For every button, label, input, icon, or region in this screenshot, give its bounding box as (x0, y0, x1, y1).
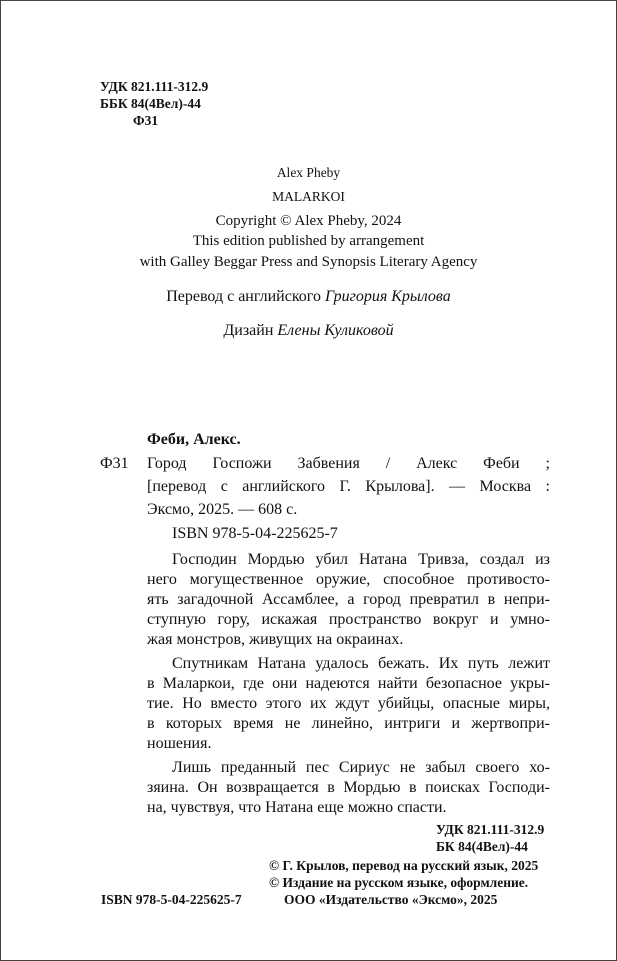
translation-credit (0, 288, 617, 306)
annotation-line: жая монстров, живущих на окраинах. (147, 631, 404, 648)
translation-prefix: Перевод с английского (166, 288, 325, 305)
annotation-line: него могущественное оружие, способное противосто- (147, 571, 550, 588)
author-mark: Ф31 (133, 113, 159, 128)
copyright-edition: © Издание на русском языке, оформление. (269, 875, 529, 890)
annotation-line: на, чувствуя, что Натана еще можно спасти. (147, 799, 447, 816)
annotation-line: Господин Мордью убил Натана Тривза, создал из (172, 551, 550, 568)
annotation-line: ступную гору, искажая пространство вокруг и умно- (147, 611, 550, 628)
bibliographic-mark: Ф31 (100, 455, 129, 472)
footer-isbn: ISBN 978-5-04-225625-7 (101, 892, 242, 907)
annotation-line: зяина. Он возвращается в Мордью в поисках Господи- (147, 779, 550, 796)
edition-line-2: with Galley Beggar Press and Synopsis Literary Agency (139, 254, 478, 270)
annotation-line: в которых время не линейно, интриги и жертвопри- (147, 715, 550, 732)
footer-udk: УДК 821.111-312.9 (436, 822, 545, 837)
design-prefix: Дизайн (223, 322, 278, 339)
copyright-translation: © Г. Крылов, перевод на русский язык, 2025 (269, 858, 539, 873)
annotation-line: ять загадочной Ассамблее, а город превратил в непри- (147, 591, 550, 608)
original-author: Alex Pheby (276, 165, 341, 180)
annotation-line: ношения. (147, 735, 212, 752)
design-credit (0, 322, 617, 340)
translator-name: Григория Крылова (324, 288, 451, 305)
bibliographic-line: Эксмо, 2025. — 608 с. (147, 501, 298, 518)
footer-bbk: БК 84(4Вел)-44 (436, 839, 528, 854)
bibliographic-line: Город Госпожи Забвения / Алекс Феби ; (147, 455, 550, 472)
edition-line-1: This edition published by arrangement (192, 233, 425, 249)
annotation-line: в Маларкои, где они надеются найти безопасное укры- (147, 675, 550, 692)
copyright-publisher: ООО «Издательство «Эксмо», 2025 (284, 892, 498, 907)
bibliographic-heading: Феби, Алекс. (147, 431, 241, 448)
original-title: MALARKOI (272, 189, 345, 204)
annotation-line: Спутникам Натана удалось бежать. Их путь лежит (172, 655, 550, 672)
isbn: ISBN 978-5-04-225625-7 (172, 525, 338, 542)
udk-code: УДК 821.111-312.9 (100, 79, 209, 94)
annotation-line: тие. Но вместо этого их ждут убийцы, опасные миры, (147, 695, 550, 712)
designer-name: Елены Куликовой (277, 322, 394, 339)
annotation-line: Лишь преданный пес Сириус не забыл своего хо- (172, 759, 550, 776)
copyright-line: Copyright © Alex Pheby, 2024 (215, 213, 402, 229)
bbk-code: ББК 84(4Вел)-44 (100, 96, 201, 111)
bibliographic-line: [перевод с английского Г. Крылова]. — Москва : (147, 478, 550, 495)
